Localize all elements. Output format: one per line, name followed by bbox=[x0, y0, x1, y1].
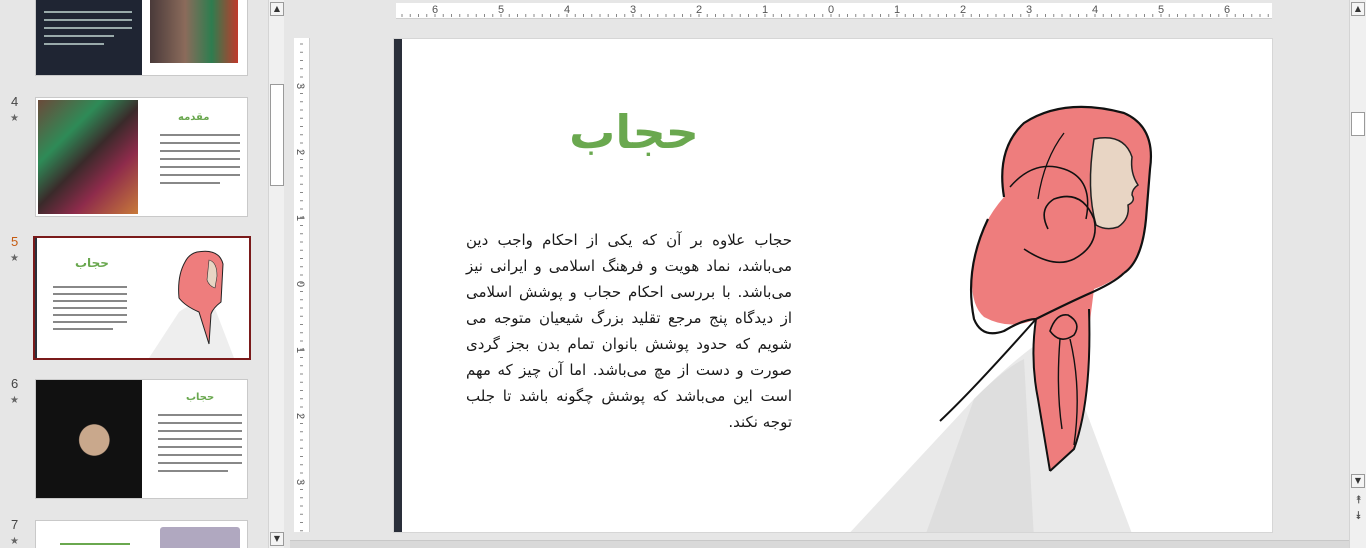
ruler-label: 6 bbox=[432, 4, 439, 16]
ruler-label: 5 bbox=[1158, 4, 1165, 16]
slide-canvas[interactable] bbox=[393, 38, 1273, 533]
ruler-label: 0 bbox=[294, 280, 307, 288]
ruler-label: 3 bbox=[294, 478, 307, 486]
ruler-label: 4 bbox=[564, 4, 571, 16]
thumbnail-title: مقدمه bbox=[178, 112, 210, 123]
ruler-label: 0 bbox=[828, 4, 835, 16]
scrollbar-thumb[interactable] bbox=[1351, 112, 1365, 136]
previous-slide-icon[interactable]: ⯭ bbox=[1355, 493, 1362, 506]
slide-body-text[interactable]: حجاب علاوه بر آن که یکی از احکام واجب دین می‌باشد، نماد هویت و فرهنگ اسلامی و ایرانی نیز می‌باشد. با بررسی احکام حجاب و پوشش اسلامی از دیدگاه پنج مرجع تقلید بزرگ شیعیان متوجه می شویم که حدود پوشش بانوان تمام بدن بجز گردی صورت و دست از مچ می‌باشد. اما آن چیز که مهم است این می‌باشد که پوشش چگونه باشد تا جلب توجه نکند. bbox=[466, 231, 792, 431]
ruler-label: 2 bbox=[696, 4, 703, 16]
thumbnail-photo bbox=[38, 100, 138, 214]
slide-thumbnail-3[interactable] bbox=[35, 0, 248, 76]
slide-scrollbar[interactable] bbox=[1349, 0, 1366, 548]
thumbnail-photo bbox=[36, 380, 142, 499]
ruler-label: 4 bbox=[1092, 4, 1099, 16]
ruler-label: 2 bbox=[294, 412, 307, 420]
animation-star-icon: ★ bbox=[10, 113, 19, 124]
horizontal-scrollbar[interactable] bbox=[290, 540, 1349, 548]
ruler-label: 1 bbox=[294, 214, 307, 222]
horizontal-ruler bbox=[396, 3, 1272, 19]
ruler-label: 1 bbox=[762, 4, 769, 16]
animation-star-icon: ★ bbox=[10, 253, 19, 264]
animation-star-icon: ★ bbox=[10, 395, 19, 406]
scrollbar-thumb[interactable] bbox=[270, 84, 284, 186]
ruler-label: 5 bbox=[498, 4, 505, 16]
thumbnail-photo bbox=[160, 527, 240, 548]
scroll-up-icon[interactable]: ▲ bbox=[270, 2, 284, 16]
slide-number-4: 4 bbox=[11, 94, 19, 109]
ruler-label: 1 bbox=[294, 346, 307, 354]
next-slide-icon[interactable]: ⯯ bbox=[1355, 509, 1362, 522]
thumbnail-title: حجاب bbox=[75, 256, 109, 270]
slide-accent-bar bbox=[394, 39, 402, 533]
ruler-label: 3 bbox=[294, 82, 307, 90]
thumbnail-hijab-illustration bbox=[139, 242, 249, 358]
slide-title[interactable]: حجاب bbox=[569, 105, 699, 159]
scroll-down-icon[interactable]: ▼ bbox=[1351, 474, 1365, 488]
ruler-label: 3 bbox=[1026, 4, 1033, 16]
vertical-ruler bbox=[294, 38, 310, 532]
slide-number-7: 7 bbox=[11, 517, 19, 532]
ruler-label: 6 bbox=[1224, 4, 1231, 16]
scroll-down-icon[interactable]: ▼ bbox=[270, 532, 284, 546]
hijab-illustration bbox=[824, 69, 1264, 533]
slide-thumbnail-4[interactable] bbox=[35, 97, 248, 217]
slide-number-6: 6 bbox=[11, 376, 19, 391]
ruler-label: 1 bbox=[894, 4, 901, 16]
thumbnail-photo bbox=[150, 0, 238, 63]
ruler-label: 2 bbox=[294, 148, 307, 156]
slide-thumbnail-5[interactable] bbox=[33, 236, 251, 360]
slide-number-5: 5 bbox=[11, 234, 19, 249]
slide-thumbnail-7[interactable] bbox=[35, 520, 248, 548]
thumbnail-title: حجاب bbox=[186, 392, 215, 403]
slide-thumbnail-6[interactable] bbox=[35, 379, 248, 499]
ruler-label: 2 bbox=[960, 4, 967, 16]
scroll-up-icon[interactable]: ▲ bbox=[1351, 2, 1365, 16]
slide-thumbnail-pane bbox=[0, 0, 268, 548]
ruler-label: 3 bbox=[630, 4, 637, 16]
animation-star-icon: ★ bbox=[10, 536, 19, 547]
thumbnail-scrollbar[interactable] bbox=[268, 0, 284, 548]
